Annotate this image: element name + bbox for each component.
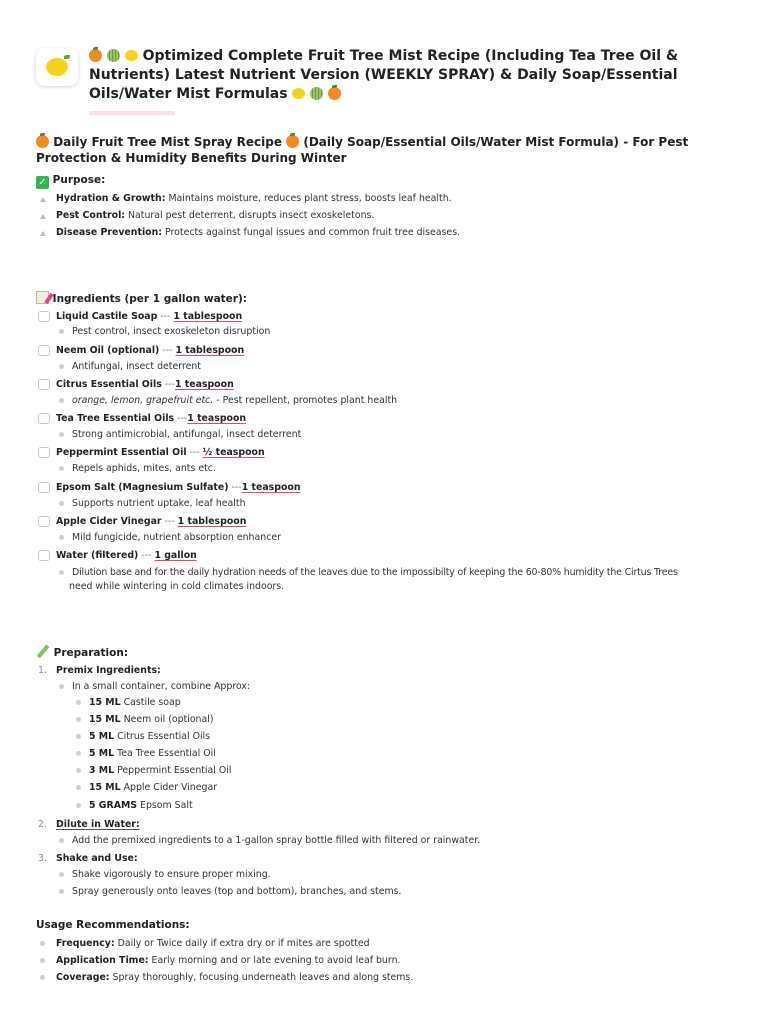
usage-text: Spray thoroughly, focusing underneath leaves and along stems. xyxy=(112,972,414,983)
todo-checkbox[interactable] xyxy=(38,550,50,561)
lemon-icon xyxy=(292,88,305,99)
purpose-text: Protects against fungal issues and common fruit tree diseases. xyxy=(165,227,461,238)
step-item-text: Spray generously onto leaves (top and bottom), branches, and stems. xyxy=(72,886,402,897)
ingredient-amount: 1 tablespoon xyxy=(173,311,243,322)
usage-label: Coverage: xyxy=(56,972,110,983)
step-number: 1. xyxy=(38,665,47,676)
ingredient-note-text: need while wintering in cold climates indoors. xyxy=(69,581,285,592)
ingredient-note-text: Mild fungicide, nutrient absorption enhancer xyxy=(72,532,281,543)
page-title-text: Optimized Complete Fruit Tree Mist Recipe (Including Tea Tree Oil & Nutrients) Latest Nutrient Version (WEEKLY SPRAY) & Daily Soap/Essential Oils/Water Mist Formulas xyxy=(89,48,679,102)
orange-icon xyxy=(328,87,341,100)
mix-qty: 15 ML xyxy=(89,697,121,708)
bullet-dot xyxy=(59,466,64,471)
purpose-text: Natural pest deterrent, disrupts insect exoskeletons. xyxy=(128,210,375,221)
purpose-label: Hydration & Growth: xyxy=(56,193,166,204)
mix-item-name: Neem oil (optional) xyxy=(123,714,214,725)
ingredient-name: Neem Oil (optional) xyxy=(56,345,160,356)
ingredient-note-text: Pest repellent, promotes plant health xyxy=(222,395,398,406)
ingredient-separator: --- xyxy=(157,311,174,322)
page-title xyxy=(89,47,739,104)
ingredients-heading xyxy=(36,291,247,306)
ingredient-amount: ½ teaspoon xyxy=(202,447,265,458)
bullet-dot xyxy=(59,570,64,575)
bullet-dot xyxy=(40,975,45,980)
step-number: 2. xyxy=(38,819,47,830)
ingredient-amount: 1 tablespoon xyxy=(175,345,245,356)
daily-recipe-heading xyxy=(36,134,726,166)
usage-heading: Usage Recommendations: xyxy=(36,919,190,931)
todo-checkbox[interactable] xyxy=(38,311,50,322)
ingredient-name: Peppermint Essential Oil xyxy=(56,447,187,458)
check-mark-icon: ✓ xyxy=(36,176,49,189)
ingredients-heading-text: Ingredients (per 1 gallon water): xyxy=(52,293,247,305)
step-number: 3. xyxy=(38,853,47,864)
bullet-dot xyxy=(59,364,64,369)
step-item-text: Add the premixed ingredients to a 1-gallon spray bottle filled with filtered or rainwater. xyxy=(72,835,481,846)
todo-checkbox[interactable] xyxy=(38,482,50,493)
orange-icon xyxy=(286,135,299,148)
bullet-dot xyxy=(59,684,64,689)
ingredient-name: Water (filtered) xyxy=(56,550,139,561)
step-title: Dilute in Water: xyxy=(56,819,140,830)
mix-qty: 15 ML xyxy=(89,714,121,725)
ingredient-note-text: Supports nutrient uptake, leaf health xyxy=(72,498,246,509)
usage-text: Early morning and or late evening to avoid leaf burn. xyxy=(151,955,401,966)
ingredient-amount: 1 tablespoon xyxy=(177,516,247,527)
ingredient-note-text: Repels aphids, mites, ants etc. xyxy=(72,463,216,474)
orange-icon xyxy=(36,135,49,148)
purpose-heading-text: Purpose: xyxy=(52,174,106,186)
usage-label: Frequency: xyxy=(56,938,115,949)
mix-qty: 5 ML xyxy=(89,748,115,759)
ingredient-note-text: Strong antimicrobial, antifungal, insect deterrent xyxy=(72,429,302,440)
purpose-label: Pest Control: xyxy=(56,210,126,221)
mix-item-name: Tea Tree Essential Oil xyxy=(117,748,216,759)
bullet-dot xyxy=(59,329,64,334)
ingredient-note-text: Antifungal, insect deterrent xyxy=(72,361,201,372)
lemon-icon xyxy=(46,58,68,76)
mix-qty: 5 GRAMS xyxy=(89,800,138,811)
mix-qty: 5 ML xyxy=(89,731,115,742)
bullet-dot xyxy=(59,501,64,506)
step-title: Shake and Use: xyxy=(56,853,138,864)
mix-item-name: Peppermint Essential Oil xyxy=(117,765,232,776)
mix-qty: 15 ML xyxy=(89,782,121,793)
preparation-heading-text: Preparation: xyxy=(53,647,129,659)
bullet-dot xyxy=(59,872,64,877)
memo-icon xyxy=(36,291,49,304)
todo-checkbox[interactable] xyxy=(38,516,50,527)
triangle-bullet-icon xyxy=(40,214,46,219)
ingredient-separator: --- xyxy=(228,482,242,493)
purpose-text: Maintains moisture, reduces plant stress, boosts leaf health. xyxy=(168,193,452,204)
purpose-heading xyxy=(36,173,105,189)
bullet-dot xyxy=(59,432,64,437)
ingredient-separator: --- xyxy=(138,550,155,561)
purpose-label: Disease Prevention: xyxy=(56,227,163,238)
bullet-dot xyxy=(59,535,64,540)
ingredient-separator: --- xyxy=(186,447,203,458)
mix-item-name: Castile soap xyxy=(123,697,181,708)
daily-heading-text: Daily Fruit Tree Mist Spray Recipe xyxy=(53,135,282,149)
todo-checkbox[interactable] xyxy=(38,447,50,458)
ingredient-amount: 1 teaspoon xyxy=(174,379,234,390)
ingredient-name: Apple Cider Vinegar xyxy=(56,516,162,527)
bullet-dot xyxy=(76,803,81,808)
usage-text: Daily or Twice daily if extra dry or if mites are spotted xyxy=(117,938,370,949)
bullet-dot xyxy=(40,941,45,946)
ingredient-separator: --- xyxy=(161,379,175,390)
daily-heading-subtext: (Daily Soap/Essential Oils/Water Mist Formula) - For Pest Protection & Humidity Benefits During Winter xyxy=(36,135,689,165)
test-tube-icon xyxy=(36,644,50,658)
bullet-dot xyxy=(76,785,81,790)
step-item-text: Shake vigorously to ensure proper mixing. xyxy=(72,869,271,880)
ingredient-note-separator: - xyxy=(213,395,223,406)
bullet-dot xyxy=(76,717,81,722)
step-item-text: In a small container, combine Approx: xyxy=(72,681,251,692)
bullet-dot xyxy=(59,398,64,403)
bullet-dot xyxy=(76,751,81,756)
todo-checkbox[interactable] xyxy=(38,379,50,390)
ingredient-amount: 1 gallon xyxy=(154,550,197,561)
mix-item-name: Apple Cider Vinegar xyxy=(123,782,218,793)
ingredient-separator: --- xyxy=(159,345,176,356)
preparation-heading xyxy=(36,644,128,660)
ingredient-note-text: Pest control, insect exoskeleton disruption xyxy=(72,326,271,337)
ingredient-separator: --- xyxy=(161,516,178,527)
ingredient-amount: 1 teaspoon xyxy=(187,413,247,424)
melon-icon xyxy=(107,49,120,62)
bullet-dot xyxy=(76,768,81,773)
ingredient-separator: --- xyxy=(174,413,188,424)
bullet-dot xyxy=(59,838,64,843)
triangle-bullet-icon xyxy=(40,231,46,236)
triangle-bullet-icon xyxy=(40,197,46,202)
ingredient-note-text: Dilution base and for the daily hydration needs of the leaves due to the impossibilty of keeping the 60-80% humidity the Cirtus Trees xyxy=(72,567,678,578)
mix-item-name: Citrus Essential Oils xyxy=(117,731,211,742)
usage-label: Application Time: xyxy=(56,955,149,966)
ingredient-name: Epsom Salt (Magnesium Sulfate) xyxy=(56,482,229,493)
lemon-icon xyxy=(125,50,138,61)
mix-item-name: Epsom Salt xyxy=(140,800,193,811)
bullet-dot xyxy=(59,889,64,894)
page-icon[interactable] xyxy=(36,48,78,86)
ingredient-amount: 1 teaspoon xyxy=(241,482,301,493)
melon-icon xyxy=(310,87,323,100)
ingredient-name: Tea Tree Essential Oils xyxy=(56,413,175,424)
bullet-dot xyxy=(76,700,81,705)
bullet-dot xyxy=(76,734,81,739)
step-title: Premix Ingredients: xyxy=(56,665,161,676)
todo-checkbox[interactable] xyxy=(38,413,50,424)
ingredient-note-italic: orange, lemon, grapefruit etc. xyxy=(72,395,214,406)
ingredient-name: Citrus Essential Oils xyxy=(56,379,162,390)
todo-checkbox[interactable] xyxy=(38,345,50,356)
orange-icon xyxy=(89,49,102,62)
ingredient-name: Liquid Castile Soap xyxy=(56,311,158,322)
bullet-dot xyxy=(40,958,45,963)
mix-qty: 3 ML xyxy=(89,765,115,776)
title-underline-bar xyxy=(89,111,175,115)
